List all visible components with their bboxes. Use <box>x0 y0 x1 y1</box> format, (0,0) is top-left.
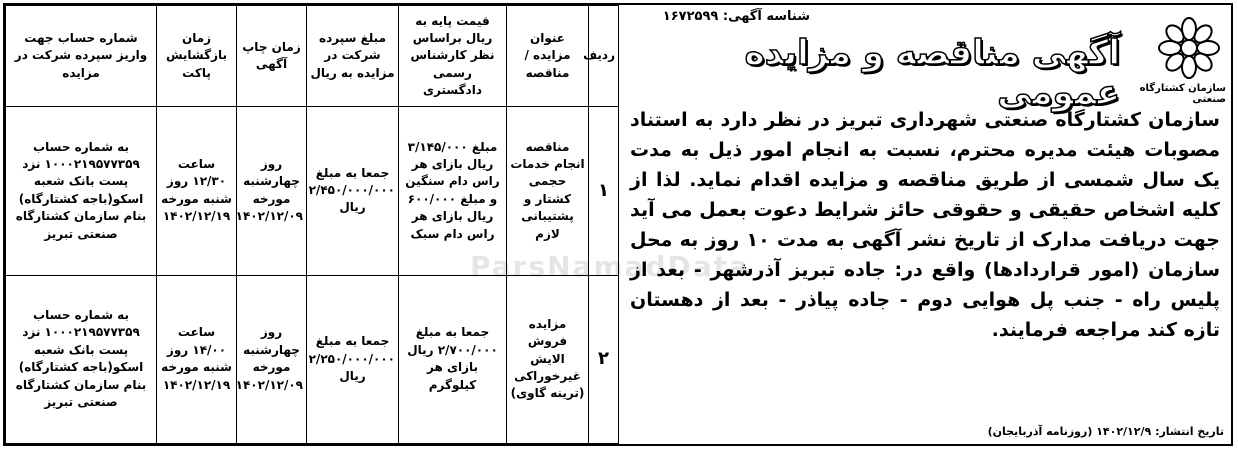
row-base-price: جمعا به مبلغ ۲/۷۰۰/۰۰۰ ریال بازای هر کیلوگرم <box>399 275 507 444</box>
row-number: ۲ <box>589 275 619 444</box>
row-deposit: جمعا به مبلغ ۲/۴۵۰/۰۰۰/۰۰۰ ریال <box>307 107 399 276</box>
header-account: شماره حساب جهت واریز سپرده شرکت در مزایده <box>6 6 157 107</box>
row-opening-time: ساعت ۱۴/۰۰ روز شنبه مورخه ۱۴۰۲/۱۲/۱۹ <box>157 275 237 444</box>
row-deposit: جمعا به مبلغ ۲/۲۵۰/۰۰۰/۰۰۰ ریال <box>307 275 399 444</box>
ad-id: شناسه آگهی: ۱۶۷۲۵۹۹ <box>662 9 810 24</box>
header-row-number: ردیف <box>589 6 619 107</box>
row-account: به شماره حساب ۱۰۰۰۲۱۹۵۷۷۳۵۹ نزد پست بانک شعبه اسکو(باجه کشتارگاه) بنام سازمان کشتارگاه صنعتی تبریز <box>6 275 157 444</box>
tender-table <box>5 5 619 444</box>
notice-headline: آگهی مناقصه و مزایده عمومی <box>744 33 1120 113</box>
row-print-time: روز چهارشنبه مورخه ۱۴۰۲/۱۲/۰۹ <box>237 107 307 276</box>
header-print-time: زمان چاپ آگهی <box>237 6 307 107</box>
row-title: مزایده فروش الایش غیرخوراکی (ترینه گاوی) <box>507 275 589 444</box>
header-base-price: قیمت پایه به ریال براساس نظر کارشناس رسمی دادگستری <box>399 6 507 107</box>
flower-logo-icon <box>1156 15 1222 81</box>
row-opening-time: ساعت ۱۲/۳۰ روز شنبه مورخه ۱۴۰۲/۱۲/۱۹ <box>157 107 237 276</box>
row-number: ۱ <box>589 107 619 276</box>
header-opening-time: زمان بازگشایش پاکت <box>157 6 237 107</box>
table-header-row <box>6 6 619 107</box>
row-account: به شماره حساب ۱۰۰۰۲۱۹۵۷۷۳۵۹ نزد پست بانک شعبه اسکو(باجه کشتارگاه) بنام سازمان کشتارگاه صنعتی تبریز <box>6 107 157 276</box>
publish-date: تاریخ انتشار: ۱۴۰۲/۱۲/۹ (روزنامه آذربایجان) <box>987 425 1224 438</box>
row-title: مناقصه انجام خدمات حجمی کشتار و پشتیبانی لازم <box>507 107 589 276</box>
notice-panel <box>618 5 1230 444</box>
header-title: عنوان مزایده / مناقصه <box>507 6 589 107</box>
row-base-price: مبلغ ۳/۱۴۵/۰۰۰ ریال بازای هر راس دام سنگین و مبلغ ۶۰۰/۰۰۰ ریال بازای هر راس دام سبک <box>399 107 507 276</box>
notice-body: سازمان کشتارگاه صنعتی شهرداری تبریز در نظر دارد به استناد مصوبات هیئت مدیره محترم، نسبت به انجام امور ذیل به مدت یک سال شمسی از طریق مناقصه و مزایده اقدام نماید. لذا از کلیه اشخاص حقیقی و حقوقی حائز شرایط دعوت بعمل می آید جهت دریافت مدارک از تاریخ نشر آگهی به مدت ۱۰ روز به محل سازمان (امور قراردادها) واقع در: جاده تبریز آذرشهر - بعد از پلیس راه - جنب پل هوایی دوم - جاده پیاذر - بعد از دهستان تازه کند مراجعه فرمایند. <box>630 109 1220 342</box>
row-print-time: روز چهارشنبه مورخه ۱۴۰۲/۱۲/۰۹ <box>237 275 307 444</box>
tender-table-wrap <box>5 5 618 444</box>
header-deposit: مبلغ سپرده شرکت در مزایده به ریال <box>307 6 399 107</box>
org-caption: سازمان کشتارگاه صنعتی <box>1139 83 1226 105</box>
watermark: ParsNamadData <box>470 250 750 283</box>
table-row <box>6 275 619 444</box>
